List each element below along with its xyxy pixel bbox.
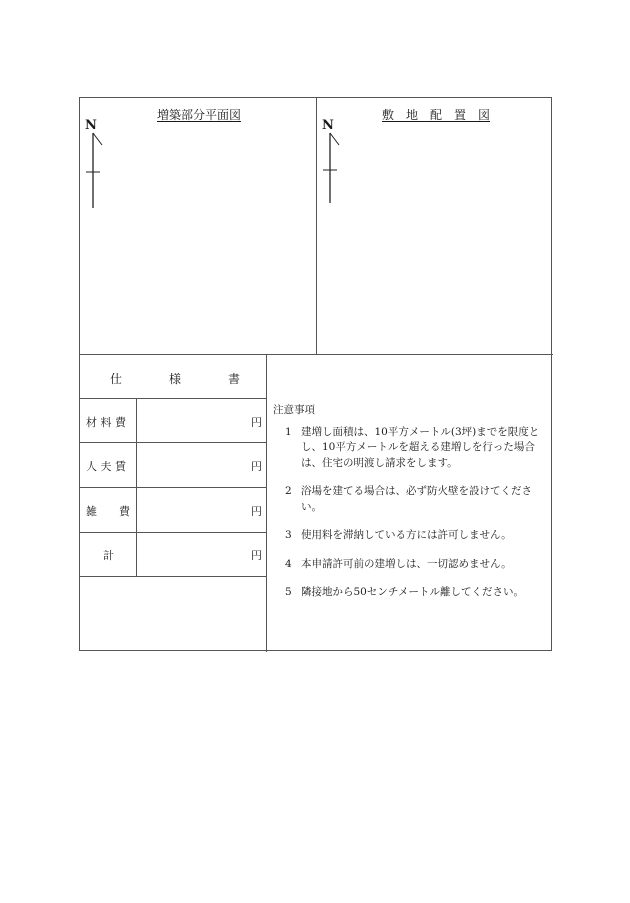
spec-title-char-3: 書: [228, 372, 241, 386]
spec-title-char-2: 様: [169, 372, 182, 386]
spec-title-char-1: 仕: [110, 372, 123, 386]
note-text: 浴場を建てる場合は、必ず防火壁を設けてください。: [301, 485, 532, 513]
spec-unit-materials: 円: [251, 416, 262, 429]
section-divider: [80, 354, 553, 355]
spec-unit-total: 円: [251, 549, 262, 562]
spec-row-line: [80, 442, 266, 443]
spec-label-materials: 材 料 費: [86, 416, 126, 429]
notes-title: 注意事項: [273, 404, 315, 416]
spec-row-line: [80, 398, 266, 399]
north-arrow-icon: [85, 118, 115, 218]
north-label: N: [85, 118, 97, 133]
north-arrow-right: [322, 118, 352, 218]
spec-col-line: [136, 398, 137, 576]
extension-plan-title: 増築部分平面図: [157, 108, 242, 122]
plan-divider: [316, 98, 317, 354]
spec-label-misc: 雑 費: [86, 505, 130, 518]
note-item: [273, 585, 551, 601]
spec-unit-misc: 円: [251, 505, 262, 518]
notes-section: [273, 403, 551, 614]
note-item: [273, 425, 551, 472]
site-plan-title: 敷 地 配 置 図: [382, 108, 491, 122]
spec-unit-labor: 円: [251, 460, 262, 473]
note-number: 3: [285, 529, 292, 541]
note-item: [273, 528, 551, 544]
note-text: 建増し面積は、10平方メートル(3坪)までを限度とし、10平方メートルを超える建増しを行った場合は、住宅の明渡し請求をします。: [301, 425, 540, 469]
note-number: 4: [285, 557, 292, 570]
north-arrow-left: [85, 118, 115, 218]
spec-row-line: [80, 576, 266, 577]
note-item: [273, 557, 551, 573]
spec-label-labor: 人 夫 賃: [86, 460, 126, 473]
note-number: 1: [285, 425, 292, 438]
note-number: 2: [285, 485, 292, 497]
north-arrow-icon: [322, 118, 352, 218]
north-label: N: [322, 118, 334, 133]
spec-row-line: [80, 532, 266, 533]
note-number: 5: [285, 586, 292, 598]
note-text: 使用料を滞納している方には許可しません。: [301, 529, 512, 541]
note-text: 本申請許可前の建増しは、一切認めません。: [301, 557, 512, 570]
spec-notes-divider: [266, 354, 267, 652]
note-text: 隣接地から50センチメートル離してください。: [301, 586, 524, 598]
form-frame: [79, 97, 552, 651]
spec-row-line: [80, 487, 266, 488]
note-item: [273, 484, 551, 515]
spec-label-total: 計: [103, 549, 114, 562]
